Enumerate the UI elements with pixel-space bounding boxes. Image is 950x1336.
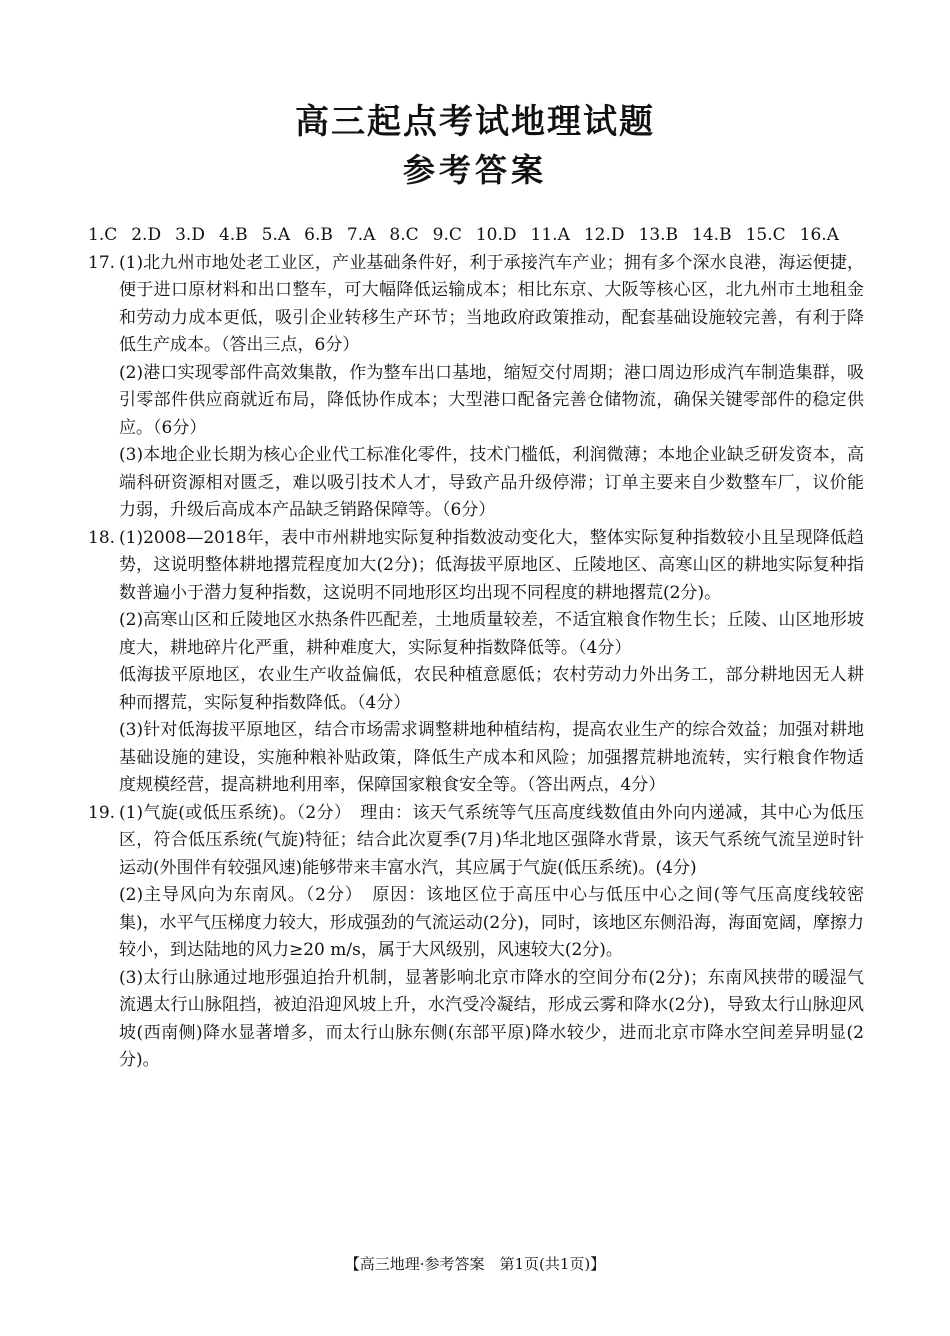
answer-part: (1)北九州市地处老工业区，产业基础条件好，利于承接汽车产业；拥有多个深水良港，海运便捷，便于进口原材料和出口整车，可大幅降低运输成本；相比东京、大阪等核心区，北九州市土地租金和劳动力成本更低，吸引企业转移生产环节；当地政府政策推动，配套基础设施较完善，有利于降低生产成本。（答出三点，6分） [119,252,864,355]
question-18 [88,525,864,800]
answer-part: (2)主导风向为东南风。（2分） 原因：该地区位于高压中心与低压中心之间(等气压高度线较密集)，水平气压梯度力较大，形成强劲的气流运动(2分)，同时，该地区东侧沿海，海面宽阔，摩擦力较小，到达陆地的风力≥20 m/s，属于大风级别，风速较大(2分)。 [119,885,864,960]
mc-answer: 5.A [261,225,291,245]
mc-answer: 6.B [304,225,333,245]
mc-answer: 8.C [389,225,419,245]
mc-answer: 4.B [218,225,248,245]
mc-answer: 3.D [175,225,205,245]
mc-answer: 14.B [692,225,732,245]
question-19 [88,800,864,1075]
mc-answer: 7.A [346,225,376,245]
question-number: 17. [88,252,116,273]
page-footer: 【高三地理·参考答案 第1页(共1页)】 [344,1255,606,1273]
page-subtitle: 参考答案 [402,151,547,189]
answer-part: (1)2008—2018年，表中市州耕地实际复种指数波动变化大，整体实际复种指数较小且呈现降低趋势，这说明整体耕地撂荒程度加大(2分)；低海拔平原地区、丘陵地区、高寒山区的耕地实际复种指数普遍小于潜力复种指数，这说明不同地形区均出现不同程度的耕地撂荒(2分)。 [119,527,864,603]
mc-answer: 16.A [799,225,839,245]
answer-part: (3)太行山脉通过地形强迫抬升机制，显著影响北京市降水的空间分布(2分)；东南风挟带的暖湿气流遇太行山脉阻挡，被迫沿迎风坡上升，水汽受冷凝结，形成云雾和降水(2分)，导致太行山脉迎风坡(西南侧)降水显著增多，而太行山脉东侧(东部平原)降水较少，进而北京市降水空间差异明显(2分)。 [119,967,864,1070]
multiple-choice-answers [88,222,864,250]
mc-answer: 10.D [475,225,517,245]
answer-part: (1)气旋(或低压系统)。（2分） 理由：该天气系统等气压高度线数值由外向内递减，其中心为低压区，符合低压系统(气旋)特征；结合此次夏季(7月)华北地区强降水背景，该天气系统气流呈逆时针运动(外围伴有较强风速)能够带来丰富水汽，其应属于气旋(低压系统)。(4分) [119,802,864,878]
question-17 [88,250,864,525]
answer-part: 低海拔平原地区，农业生产收益偏低，农民种植意愿低；农村劳动力外出务工，部分耕地因无人耕种而撂荒，实际复种指数降低。（4分） [119,665,864,713]
answer-content [88,222,864,1075]
mc-answer: 13.B [638,225,679,245]
answer-part: (3)针对低海拔平原地区，结合市场需求调整耕地种植结构，提高农业生产的综合效益；加强对耕地基础设施的建设，实施种粮补贴政策，降低生产成本和风险；加强撂荒耕地流转，实行粮食作物适度规模经营，提高耕地利用率，保障国家粮食安全等。（答出两点，4分） [119,720,864,795]
answer-part: (3)本地企业长期为核心企业代工标准化零件，技术门槛低，利润微薄；本地企业缺乏研发资本，高端科研资源相对匮乏，难以吸引技术人才，导致产品升级停滞；订单主要来自少数整车厂，议价能力弱，升级后高成本产品缺乏销路保障等。（6分） [119,445,864,520]
mc-answer: 9.C [432,225,462,245]
mc-answer: 12.D [583,225,625,245]
mc-answer: 15.C [745,225,786,245]
page-title: 高三起点考试地理试题 [295,102,655,142]
mc-answer: 2.D [131,225,162,245]
answer-part: (2)高寒山区和丘陵地区水热条件匹配差，土地质量较差，不适宜粮食作物生长；丘陵、山区地形坡度大，耕地碎片化严重，耕种难度大，实际复种指数降低等。（4分） [119,610,864,658]
mc-answer: 1.C [88,225,118,245]
question-number: 18. [88,527,116,548]
mc-answer: 11.A [530,225,570,245]
question-number: 19. [88,802,116,823]
answer-part: (2)港口实现零部件高效集散，作为整车出口基地，缩短交付周期；港口周边形成汽车制造集群，吸引零部件供应商就近布局，降低协作成本；大型港口配备完善仓储物流，确保关键零部件的稳定供应。（6分） [119,362,864,438]
